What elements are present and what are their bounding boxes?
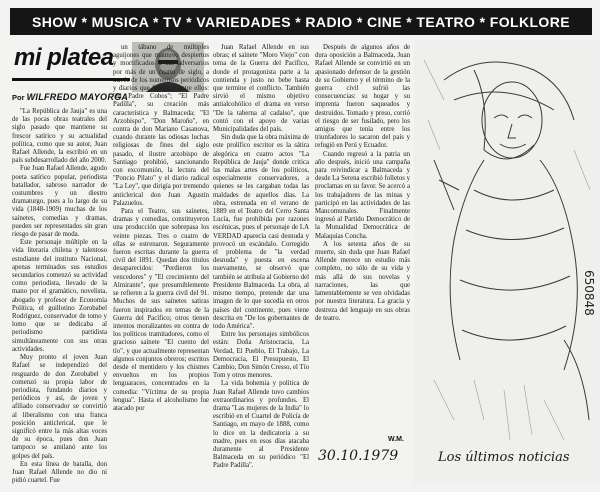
caricature-illustration (414, 40, 600, 484)
section-banner: SHOW * MUSICA * TV * VARIEDADES * RADIO * CINE * TEATRO * FOLKLORE (10, 8, 592, 35)
handwritten-date: 30.10.1979 (318, 448, 399, 464)
byline-author: WILFREDO MAYORGA (26, 92, 129, 102)
paragraph: un tábano de múltiples aguijones que mantuvo despiertos y mortificados a sus adversarios por más de un cuarto de siglo, a través de los numerosos periódicos y diarios que fundó; y entre ellos: "El Padre Cobos"; "El Padre Padilla", su creación más característica y Balmaceda; "El Arzobispo", "Don Maroño", en contra de don Mariano Casanova, cuando durante las odiosas luchas religiosas de fines del siglo pasado, el ilustre arzobispo de Santiago prohibió, sancionando con excomunión, la lectura del "Poncio Pilato" y el diario radical "La Ley", que dirigía por tremendo anticlerical don Juan Agustín Palazuelos. (113, 44, 209, 207)
paragraph: La vida bohemia y política de Juan Rafael Allende tuvo cambios extraordinarios y profundos. El drama "Las mujeres de la India" lo escribió en el Cuartel de Policía de Santiago, en mayo de 1888, como lo dice en la dedicatoria a su madre, pues en esos días atacaba duramente al Presidente Balmaceda en su periódico "El Padre Padilla". (213, 380, 309, 470)
paragraph: "La República de Jauja" es una de las pocas obras teatrales del siglo pasado que mantiene su frescor satírico y su actualidad política, como que su autor, Juan Rafael Allende, la escribió en un país subdesarrollado del año 2000. (12, 108, 107, 165)
paragraph: Cuando regresó a la patria un año después, inició una campaña para reivindicar a Balmaceda y desde La Serena escribió folletos y proclamas en su favor. Se acercó a los trabajadores de las minas y participó en las actividades de las Mancomunales. Finalmente ingresó al Partido Democrático de la Mutualidad Democrática de Malaquías Concha. (315, 150, 410, 240)
byline-prefix: Por (12, 93, 25, 102)
paragraph: Este personaje múltiple en la vida literaria chilena y talentoso estudiante del instituto Nacional, apenas terminados sus estudios secundarios comenzó su actividad como periodista, llevado de la mano por el gramático, novelista, abogado y profesor de Economía Política, el guillotino Zorobabel Rodríguez, conservador de tomo y lomo que se dedicaba al periodismo partidista simultáneamente con sus otras actividades. (12, 239, 107, 353)
paragraph: Juan Rafael Allende en sus obras; el saínete "Moro Viejo" con tema de la Guerra del Pacífico, donde el protagonista parte a la contienda y justo no bebe hasta que termine el conflicto. También sirvió el mismo objetivo antialcohólico el drama en verso "De la taberna al cadalso", que contó con el apoyo de varias Municipalidades del país. (213, 44, 309, 134)
stamp-number: 650848 (582, 270, 596, 316)
article-column-3 (213, 44, 309, 488)
article-column-4 (315, 44, 410, 488)
byline (12, 92, 128, 102)
article-column-1 (12, 108, 107, 488)
author-initials: W.M. (388, 436, 404, 443)
archive-stamp (578, 270, 600, 330)
paragraph: En esta línea de batalla, don Juan Rafael Allende no dio ni pidió cuartel. Fue (12, 460, 107, 485)
paragraph: Entre los personajes simbólicos están: Doña Aristocracia, La Verdad, El Pueblo, El Trabajo, La Democracia, El Presupuesto, El Cambio, Don Simón Cresso, el Tío Tom y otros menores. (213, 331, 309, 380)
column-title: mi platea (14, 44, 114, 71)
article-column-2 (113, 44, 209, 488)
paragraph: Después de algunos años de dura oposición a Balmaceda, Juan Rafael Allende se convirtió en un apasionado defensor de la gestión de su Gobierno y el término de la guerra civil sufrió las consecuencias: su hogar y su imprenta fueron saqueados y destruidos. Tomado y preso, corrió el riesgo de ser fusilado, pero los amigos que tenía entre los triunfadores lo sacaron del país y refugió en Perú y Ecuador. (315, 44, 410, 150)
caricature-drawing (414, 40, 600, 484)
paragraph: Muy pronto el joven Juan Rafael se independizó del resguardo de don Zorobabel y comenzó su propia labor de periodista, fundando diarios y periódicos y así, de joven y afiliado conservador se convirtió al liberalismo con una franca posición anticlerical, que le significó entre la más altas voces de su época, pues don Juan tampoco se amilanó ante los golpes del país. (12, 354, 107, 460)
handwritten-source: Los últimos noticias (438, 450, 570, 465)
paragraph: Para el Teatro, sus saínetes, dramas y comedias, constituyeron una producción que sobrepasa los veinte piezas. Tres o cuatro de ellas se estrenaron. Seguramente fueron escritas durante la guerra civil del 1891. Quedan dos títulos desaparecidos: "Perdieron los vencedores" y "El crecimiento del Almirante", que presumiblemente se refieren a la guerra civil del 91. Muchos de sus saínetes satiras fueron inspirados en temas de la Guerra del Pacífico; otros tienen intentos moralizantes en contra de los políticos tramitadores, como el gracioso saínete "El cuento del tío", y que actualmente representan algunos conjuntos obreros; escritos desde el mentidero y los chismes envueltos en los propios lenguaraces, concentrados en la comedia: "Víctima de su propia lengua". Hasta el alcoholismo fue atacado por (113, 208, 209, 412)
paragraph: Sin duda que la obra máxima de este prolífico escritor es la sátira alegórica en cuatro actos "La República de Jauja" donde critica las malas artes de los políticos, especialmente conservadores, a quienes se les cargaban todas las maldades de aquellos días. La obra, estrenada en el verano de 1889 en el Teatro del Cerro Santa Lucía, fue prohibida por razones escénicas, pues el personaje de LA VERDAD aparecía casi desnuda y provocó un escándalo. Corregido el problema de "la verdad desnuda" y puesta en escena nuevamente, se observó que también se atribuía al Gobierno del Presidente Balmaceda. La obra, al mismo tiempo, pretende dar una imagen de lo que sucedía en otros países del continente, pues viene descrita en "De los gobernantes de todo América". (213, 134, 309, 330)
paragraph: A los setenta años de su muerte, sin duda que Juan Rafael Allende merece un estudio más completo, no sólo de su vida y más allá de sus novelas y narraciones, las que lamentablemente se ven olvidadas por nuestra literatura. La gracia y destreza del lenguaje en sus obras de teatro. (315, 240, 410, 322)
paragraph: Fue Juan Rafael Allende, agudo poeta satírico popular, periodista batallador, sabroso narrador de costumbres y un diestro dramaturgo, pues a lo largo de su vida (1848-1909) muchas de los saínetes, comedias y dramas, pueden ser representados sin gran riesgo de pasar de moda. (12, 165, 107, 239)
